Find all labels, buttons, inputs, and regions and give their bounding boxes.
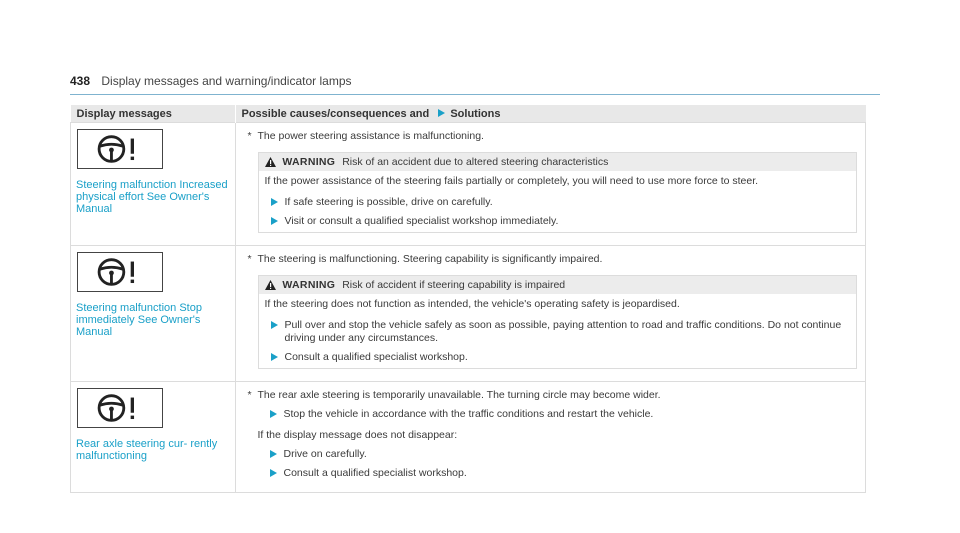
- warning-label: WARNING: [282, 156, 336, 168]
- warning-box: [258, 152, 858, 233]
- table-row: [71, 123, 866, 246]
- warning-header: [259, 276, 857, 294]
- step-arrow-icon: [271, 321, 278, 329]
- steering-warning-icon: [77, 252, 163, 292]
- cause-text: The power steering assistance is malfunctioning.: [257, 130, 484, 142]
- step-arrow-icon: [270, 450, 277, 458]
- cause-cell: [235, 246, 866, 382]
- solution-step: [265, 196, 857, 209]
- col-header-causes: [235, 105, 866, 123]
- warning-header: [259, 153, 857, 171]
- warning-text: If the steering does not function as intended, the vehicle's operating safety is jeopardised.: [264, 298, 680, 310]
- page-header: [70, 74, 880, 95]
- warning-label: WARNING: [282, 279, 336, 291]
- display-messages-table: [70, 105, 866, 493]
- steering-warning-icon: [77, 388, 163, 428]
- solution-step: [265, 319, 857, 345]
- table-header-row: [71, 105, 866, 123]
- condition-note: If the display message does not disappear:: [257, 429, 458, 441]
- display-message-text: Steering malfunction Stop immediately See Owner's Manual: [76, 302, 202, 338]
- cause-text: The rear axle steering is temporarily unavailable. The turning circle may become wider.: [257, 389, 661, 401]
- cause-item: [248, 388, 858, 402]
- solution-step: [264, 408, 858, 421]
- step-arrow-icon: [271, 353, 278, 361]
- cause-cell: [235, 382, 866, 493]
- step-text: Pull over and stop the vehicle safely as soon as possible, paying attention to road and traffic conditions. Do not continue driving under any circumstances.: [284, 319, 842, 344]
- warning-triangle-icon: [265, 280, 276, 290]
- bullet-star: *: [247, 130, 252, 142]
- cause-cell: [235, 123, 866, 246]
- step-text: Consult a qualified specialist workshop.: [283, 467, 467, 479]
- solution-step: [265, 351, 857, 364]
- col-header-causes-label: Possible causes/consequences and: [241, 107, 430, 120]
- step-arrow-icon: [270, 410, 277, 418]
- solution-step: [264, 448, 858, 461]
- message-cell: [71, 246, 236, 382]
- message-cell: [71, 123, 236, 246]
- message-cell: [71, 382, 236, 493]
- warning-triangle-icon: [265, 157, 276, 167]
- solution-step: [264, 467, 858, 480]
- step-arrow-icon: [271, 217, 278, 225]
- step-text: Consult a qualified specialist workshop.: [284, 351, 468, 363]
- display-message-text: Steering malfunction Increased physical effort See Owner's Manual: [76, 179, 228, 215]
- step-arrow-icon: [270, 469, 277, 477]
- warning-title: Risk of accident if steering capability is impaired: [342, 279, 566, 291]
- steering-warning-icon: [77, 129, 163, 169]
- cause-item: [248, 129, 858, 143]
- col-header-solutions-label: Solutions: [450, 107, 501, 120]
- table-row: [71, 246, 866, 382]
- display-message-text: Rear axle steering cur- rently malfunctioning: [76, 438, 218, 462]
- step-text: If safe steering is possible, drive on carefully.: [284, 196, 493, 208]
- solution-step: [265, 215, 857, 228]
- bullet-star: *: [247, 389, 252, 401]
- bullet-star: *: [247, 253, 252, 265]
- page-number: 438: [70, 74, 91, 88]
- cause-text: The steering is malfunctioning. Steering capability is significantly impaired.: [257, 253, 603, 265]
- cause-item: [248, 252, 858, 266]
- step-text: Drive on carefully.: [283, 448, 367, 460]
- solution-arrow-icon: [438, 109, 445, 117]
- step-arrow-icon: [271, 198, 278, 206]
- step-text: Visit or consult a qualified specialist workshop immediately.: [284, 215, 559, 227]
- warning-text: If the power assistance of the steering fails partially or completely, you will need to use more force to steer.: [264, 175, 759, 187]
- step-text: Stop the vehicle in accordance with the traffic conditions and restart the vehicle.: [283, 408, 654, 420]
- warning-title: Risk of an accident due to altered steering characteristics: [342, 156, 609, 168]
- table-row: [71, 382, 866, 493]
- page-title: Display messages and warning/indicator lamps: [101, 74, 352, 88]
- warning-box: [258, 275, 858, 369]
- col-header-display-messages: Display messages: [71, 105, 236, 123]
